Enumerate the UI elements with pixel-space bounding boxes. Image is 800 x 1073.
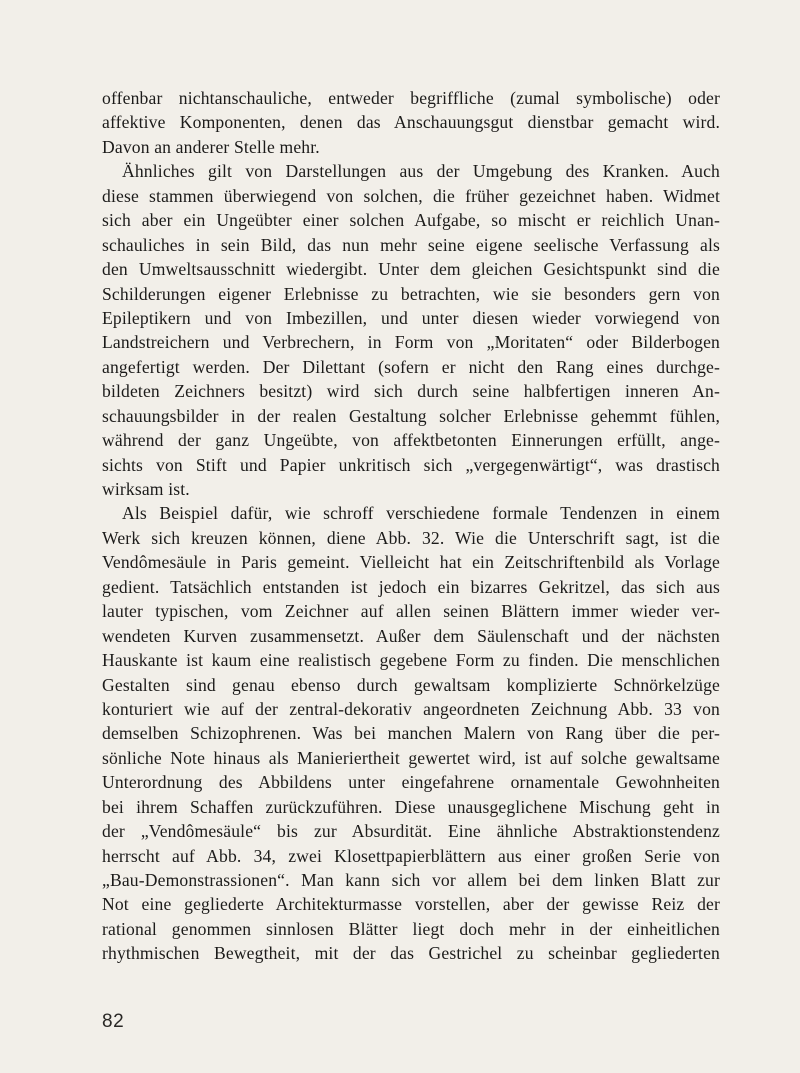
text-line: offenbar nichtanschauliche, entweder begriffliche (zumal symbolische) oder (102, 88, 720, 108)
text-line: Not eine gegliederte Architekturmasse vorstellen, aber der gewisse Reiz der (102, 894, 720, 915)
text-line: gedient. Tatsächlich entstanden ist jedoch ein bizarres Gekritzel, das sich aus (102, 576, 720, 597)
text-line: schauliches in sein Bild, das nun mehr seine eigene seelische Verfassung als (102, 234, 720, 255)
text-line: Epileptikern und von Imbezillen, und unter diesen wieder vorwiegend von (102, 307, 720, 328)
text-line: bei ihrem Schaffen zurückzuführen. Diese unausgeglichene Mischung geht in (102, 796, 720, 817)
text-line: konturiert wie auf der zentral-dekorativ angeordneten Zeichnung Abb. 33 von (102, 698, 720, 719)
text-line: Gestalten sind genau ebenso durch gewaltsam komplizierte Schnörkelzüge (102, 674, 720, 695)
text-line: während der ganz Ungeübte, von affektbetonten Einnerungen erfüllt, ange- (102, 430, 720, 451)
text-line: Werk sich kreuzen können, diene Abb. 32. Wie die Unterschrift sagt, ist die (102, 527, 720, 548)
text-line: bildeten Zeichners besitzt) wird sich durch seine halbfertigen inneren An- (102, 381, 720, 402)
text-line: rhythmischen Bewegtheit, mit der das Gestrichel zu scheinbar gegliederten (102, 943, 720, 964)
text-line: „Bau-Demonstrassionen“. Man kann sich vor allem bei dem linken Blatt zur (102, 870, 720, 890)
text-line: Schilderungen eigener Erlebnisse zu betrachten, wie sie besonders gern von (102, 283, 720, 304)
text-line: Als Beispiel dafür, wie schroff verschiedene formale Tendenzen in einem (122, 503, 720, 524)
text-line: demselben Schizophrenen. Was bei manchen Malern von Rang über die per- (102, 723, 720, 744)
text-line: diese stammen überwiegend von solchen, die früher gezeichnet haben. Widmet (102, 185, 720, 206)
text-line: wirksam ist. (102, 479, 190, 499)
text-line: Vendômesäule in Paris gemeint. Vielleicht hat ein Zeitschriftenbild als Vorlage (102, 552, 720, 573)
text-line: sichts von Stift und Papier unkritisch sich „vergegenwärtigt“, was drastisch (102, 454, 720, 475)
text-line: Unterordnung des Abbildens unter eingefahrene ornamentale Gewohnheiten (102, 772, 720, 793)
text-line: angefertigt werden. Der Dilettant (sofern er nicht den Rang eines durchge- (102, 356, 720, 377)
text-line: sönliche Note hinaus als Manieriertheit gewertet wird, ist auf solche gewaltsame (102, 747, 720, 768)
text-line: wendeten Kurven zusammensetzt. Außer dem Säulenschaft und der nächsten (102, 625, 720, 646)
text-line: rational genommen sinnlosen Blätter liegt doch mehr in der einheitlichen (102, 918, 720, 939)
text-line: lauter typischen, vom Zeichner auf allen seinen Blättern immer wieder ver- (102, 601, 720, 622)
text-line: Hauskante ist kaum eine realistisch gegebene Form zu finden. Die menschlichen (102, 650, 720, 671)
text-line: der „Vendômesäule“ bis zur Absurdität. Eine ähnliche Abstraktionstendenz (102, 821, 720, 842)
text-line: Landstreichern und Verbrechern, in Form von „Moritaten“ oder Bilderbogen (102, 332, 720, 353)
text-line: schauungsbilder in der realen Gestaltung solcher Erlebnisse gehemmt fühlen, (102, 405, 720, 426)
text-line: den Umweltsausschnitt wiedergibt. Unter dem gleichen Gesichtspunkt sind die (102, 259, 720, 280)
text-line: herrscht auf Abb. 34, zwei Klosettpapierblättern aus einer großen Serie von (102, 845, 720, 866)
text-line: affektive Komponenten, denen das Anschauungsgut dienstbar gemacht wird. (102, 112, 720, 133)
page-number: 82 (102, 1011, 125, 1032)
text-line: Davon an anderer Stelle mehr. (102, 136, 320, 157)
body-text (102, 86, 720, 966)
text-line: sich aber ein Ungeübter einer solchen Aufgabe, so mischt er reichlich Unan- (102, 210, 720, 231)
text-line: Ähnliches gilt von Darstellungen aus der Umgebung des Kranken. Auch (122, 161, 720, 182)
